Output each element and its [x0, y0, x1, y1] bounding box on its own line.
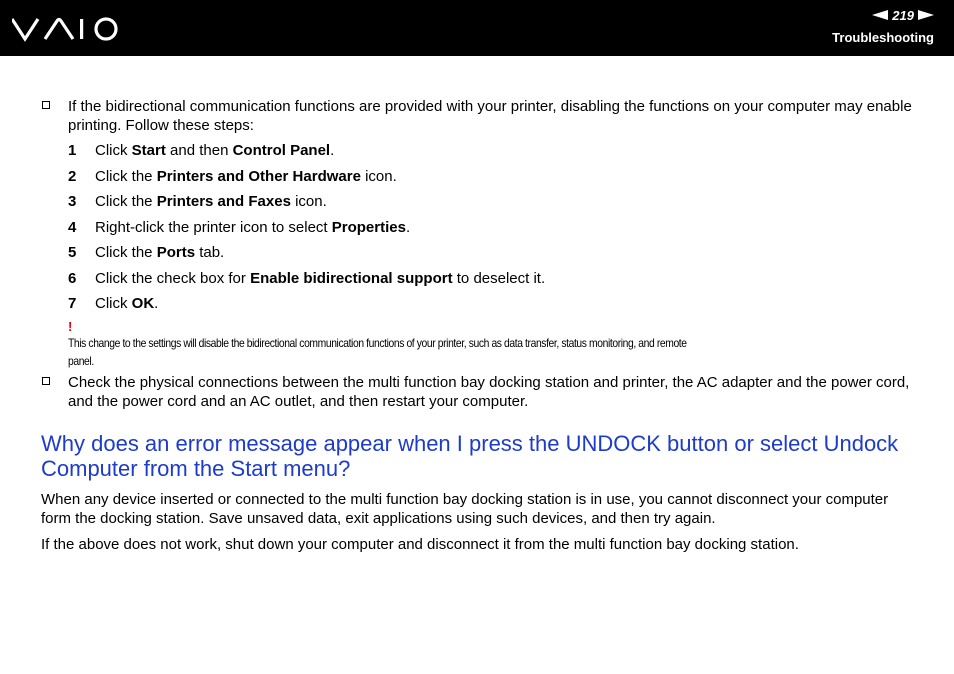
page-navigator: [872, 7, 934, 23]
section-title: Troubleshooting: [832, 30, 934, 45]
step-item: [68, 167, 921, 186]
vaio-logo: [12, 16, 120, 42]
ui-term: Enable bidirectional support: [250, 269, 453, 287]
step-text: icon.: [360, 167, 397, 185]
square-bullet-icon: [42, 101, 50, 109]
step-item: [68, 141, 921, 160]
step-item: [68, 218, 921, 237]
bullet-item: [41, 373, 921, 411]
ui-term: Printers and Other Hardware: [156, 167, 361, 185]
question-heading: Why does an error message appear when I press the UNDOCK button or select Undock Computer from the Start menu?: [41, 430, 899, 481]
step-text: Right-click the printer icon to select: [95, 218, 332, 236]
step-item: [68, 243, 921, 262]
step-number: 2: [68, 167, 77, 185]
answer-paragraph: When any device inserted or connected to the multi function bay docking station is in use, you cannot disconnect your computer form the docking station. Save unsaved data, exit applications using such devices, and then try again.: [41, 490, 889, 527]
bullet-text: Check the physical connections between the multi function bay docking station and printer, the AC adapter and the power cord, and the power cord and an AC outlet, and then restart your computer.: [68, 373, 910, 410]
step-number: 5: [68, 244, 77, 261]
note-text-line: panel.: [68, 353, 94, 368]
step-text: .: [154, 295, 159, 312]
step-item: [68, 269, 921, 288]
step-text: Click the: [95, 167, 157, 185]
step-text: to deselect it.: [452, 269, 546, 287]
step-number: 4: [68, 218, 77, 236]
steps-list: [68, 141, 921, 313]
step-text: .: [405, 218, 411, 236]
page-header: [0, 0, 954, 56]
ui-term: Start: [131, 142, 166, 159]
step-number: 7: [68, 295, 77, 312]
bullet-item: [41, 97, 921, 135]
ui-term: Ports: [156, 244, 196, 261]
step-text: .: [330, 142, 335, 159]
step-number: 3: [68, 193, 77, 210]
note-text-line: This change to the settings will disable the bidirectional communication functions of your printer, such as data transfer, status monitoring, and remote: [68, 335, 687, 350]
ui-term: OK: [131, 295, 155, 312]
step-number: 1: [68, 142, 77, 159]
square-bullet-icon: [42, 377, 50, 385]
step-text: and then: [165, 142, 233, 159]
ui-term: Control Panel: [232, 142, 331, 159]
answer-paragraph: If the above does not work, shut down your computer and disconnect it from the multi function bay docking station.: [41, 535, 799, 553]
ui-term: Printers and Faxes: [156, 193, 291, 210]
step-number: 6: [68, 269, 77, 287]
step-item: [68, 192, 921, 211]
step-text: Click the: [95, 193, 157, 210]
bullet-text: If the bidirectional communication functions are provided with your printer, disabling the functions on your computer may enable printing. Follow these steps:: [68, 98, 912, 134]
step-text: icon.: [290, 193, 327, 210]
next-page-arrow-icon[interactable]: [918, 10, 934, 20]
caution-note: [68, 320, 921, 370]
step-item: [68, 294, 921, 313]
previous-page-arrow-icon[interactable]: [872, 10, 888, 20]
step-text: Click the: [95, 244, 157, 261]
caution-icon: !: [68, 318, 73, 334]
step-text: Click the check box for: [95, 269, 251, 287]
step-text: tab.: [195, 244, 225, 261]
step-text: Click: [95, 295, 132, 312]
ui-term: Properties: [331, 218, 406, 236]
page-number: 219: [892, 7, 914, 23]
step-text: Click: [95, 142, 132, 159]
page-content: [41, 97, 921, 554]
